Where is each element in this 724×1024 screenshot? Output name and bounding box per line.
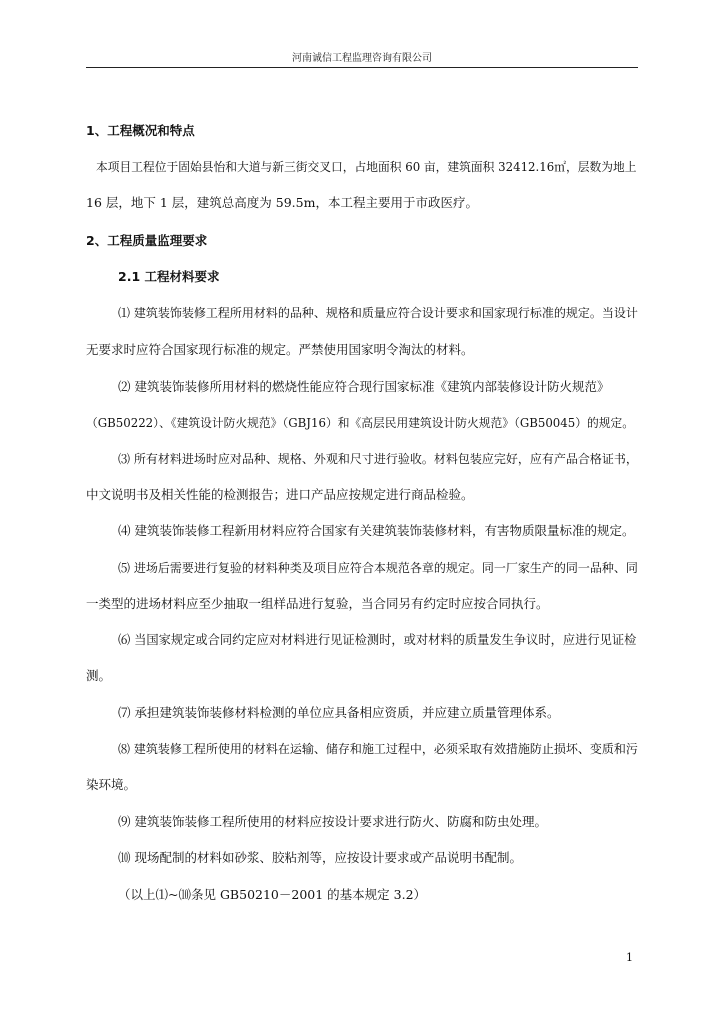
item-8-line-1: ⑻ 建筑装修工程所使用的材料在运输、储存和施工过程中，必须采取有效措施防止损坏、变质和污 bbox=[118, 742, 638, 756]
item-3-line-1: ⑶ 所有材料进场时应对品种、规格、外观和尺寸进行验收。材料包装应完好，应有产品合格证书， bbox=[118, 452, 638, 466]
item-2-line-1: ⑵ 建筑装饰装修所用材料的燃烧性能应符合现行国家标准《建筑内部装修设计防火规范》 bbox=[118, 379, 610, 394]
page-number: 1 bbox=[626, 951, 633, 964]
item-6-line-1: ⑹ 当国家规定或合同约定应对材料进行见证检测时，或对材料的质量发生争议时，应进行见证检 bbox=[118, 633, 637, 647]
item-8-line-2: 染环境。 bbox=[86, 777, 137, 792]
item-2-line-2: （GB50222）、《建筑设计防火规范》（GBJ16）和《高层民用建筑设计防火规范》（GB50045）的规定。 bbox=[86, 416, 634, 430]
item-7-line-1: ⑺ 承担建筑装饰装修材料检测的单位应具备相应资质，并应建立质量管理体系。 bbox=[118, 705, 560, 720]
item-1-line-2: 无要求时应符合国家现行标准的规定。严禁使用国家明令淘汰的材料。 bbox=[86, 342, 474, 357]
item-3-line-2: 中文说明书及相关性能的检测报告；进口产品应按规定进行商品检验。 bbox=[86, 487, 474, 502]
item-10-line-1: ⑽ 现场配制的材料如砂浆、胶粘剂等，应按设计要求或产品说明书配制。 bbox=[118, 850, 522, 865]
item-1-line-1: ⑴ 建筑装饰装修工程所用材料的品种、规格和质量应符合设计要求和国家现行标准的规定。当设计 bbox=[118, 306, 638, 320]
section-2-1-title: 2.1 工程材料要求 bbox=[118, 269, 220, 284]
item-5-line-1: ⑸ 进场后需要进行复验的材料种类及项目应符合本规范各章的规定。同一厂家生产的同一品种、同 bbox=[118, 561, 638, 575]
item-6-line-2: 测。 bbox=[86, 668, 112, 683]
section-2-title: 2、工程质量监理要求 bbox=[86, 233, 208, 248]
header-divider bbox=[86, 67, 638, 68]
item-4-line-1: ⑷ 建筑装饰装修工程新用材料应符合国家有关建筑装饰装修材料，有害物质限量标准的规定。 bbox=[118, 523, 635, 538]
item-5-line-2: 一类型的进场材料应至少抽取一组样品进行复验，当合同另有约定时应按合同执行。 bbox=[86, 596, 549, 611]
item-9-line-1: ⑼ 建筑装饰装修工程所使用的材料应按设计要求进行防火、防腐和防虫处理。 bbox=[118, 814, 547, 829]
section-1-paragraph-line-2: 16 层，地下 1 层，建筑总高度为 59.5m，本工程主要用于市政医疗。 bbox=[86, 195, 478, 210]
section-1-title: 1、工程概况和特点 bbox=[86, 123, 195, 138]
page-header: 河南诚信工程监理咨询有限公司 bbox=[292, 53, 432, 64]
reference-note: （以上⑴~⑽条见 GB50210－2001 的基本规定 3.2） bbox=[118, 887, 427, 902]
section-1-paragraph-line-1: 本项目工程位于固始县怡和大道与新三街交叉口，占地面积 60 亩，建筑面积 32412.16㎡，层数为地上 bbox=[96, 160, 637, 174]
